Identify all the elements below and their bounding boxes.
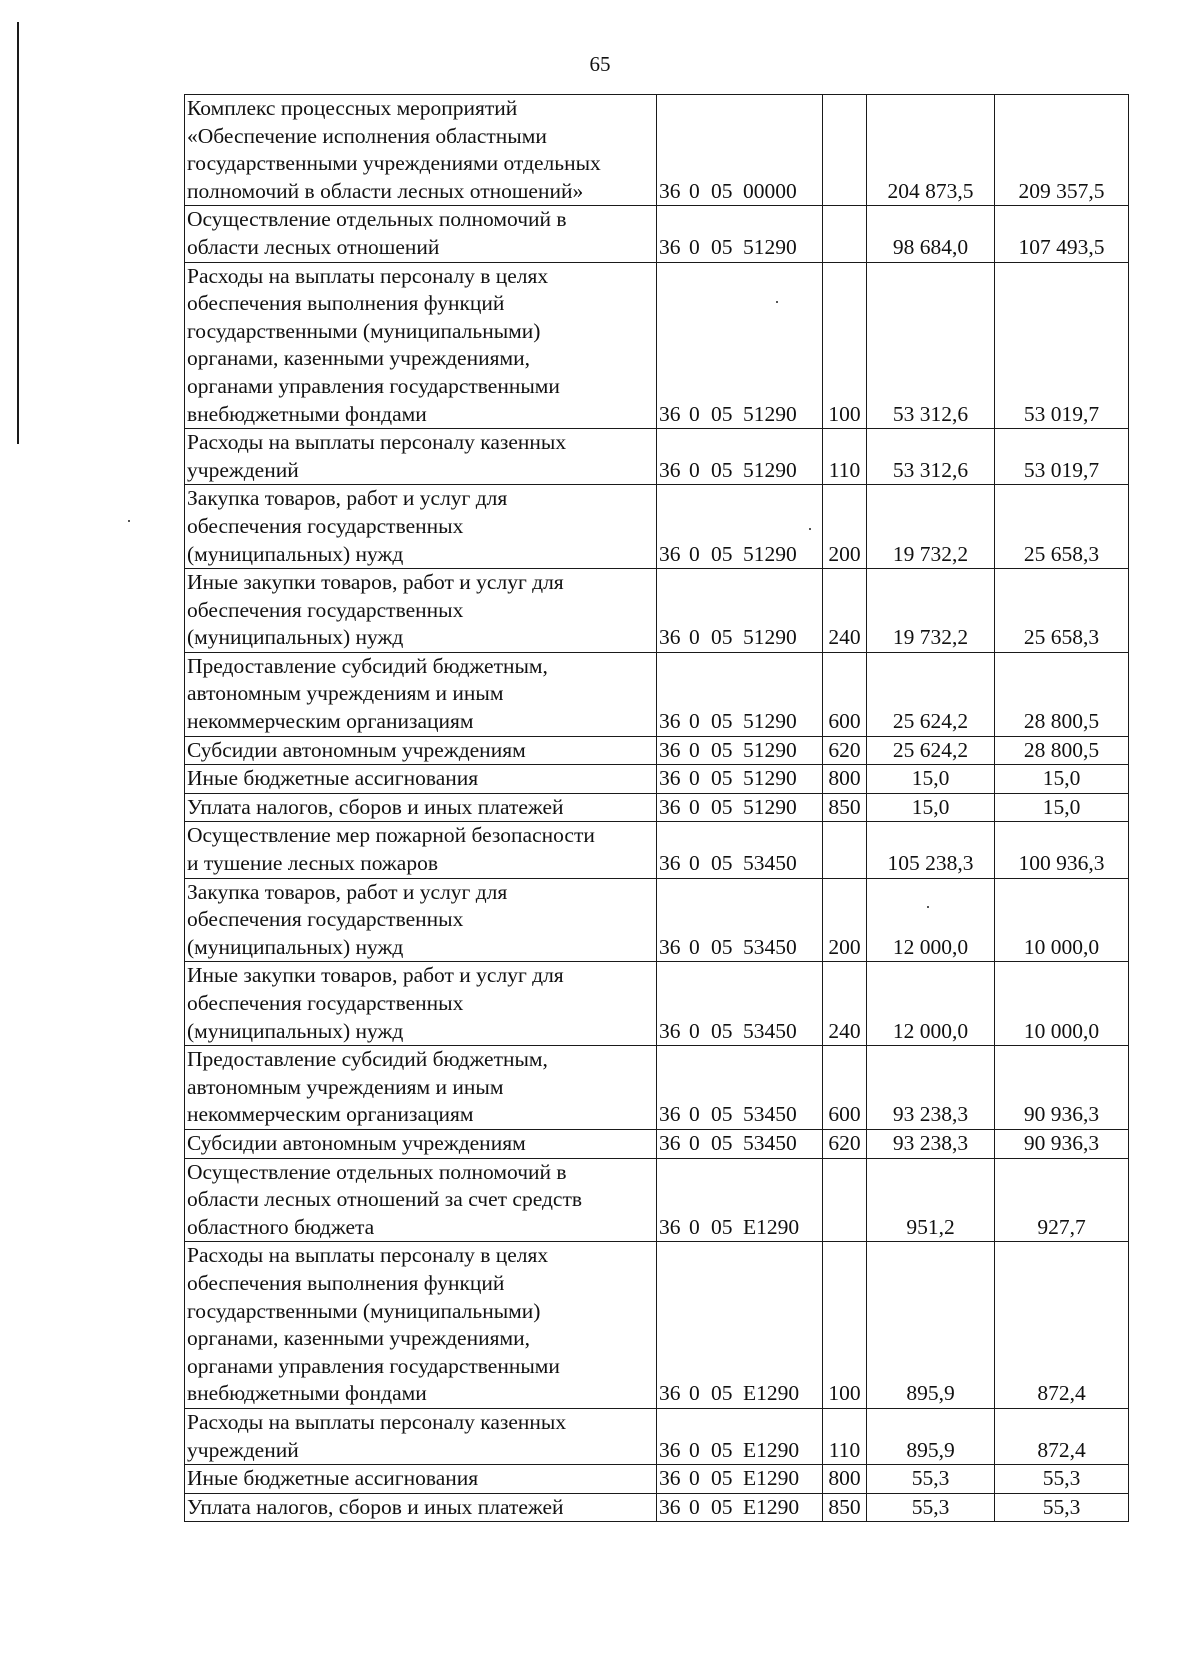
amount-year-2-cell: 872,4	[995, 1242, 1129, 1409]
expense-type-code-cell: 620	[823, 736, 867, 765]
amount-year-2-cell: 10 000,0	[995, 962, 1129, 1046]
expense-type-code-cell: 100	[823, 262, 867, 429]
code-part: 36	[659, 457, 681, 482]
code-part: 0	[689, 1018, 700, 1043]
row-name-line: областного бюджета	[187, 1214, 375, 1239]
amount-year-2-cell: 25 658,3	[995, 569, 1129, 653]
code-part: 0	[689, 1130, 700, 1155]
table-row	[185, 1158, 1129, 1242]
amount-year-2-cell: 100 936,3	[995, 822, 1129, 878]
code-part: 05	[711, 766, 733, 791]
amount-year-2-cell: 15,0	[995, 793, 1129, 822]
row-name-cell	[185, 1158, 657, 1242]
code-part: 0	[689, 541, 700, 566]
table-row	[185, 569, 1129, 653]
amount-year-2-cell: 28 800,5	[995, 736, 1129, 765]
target-article-code-cell	[657, 962, 823, 1046]
code-part: 36	[659, 709, 681, 734]
target-article-code-cell	[657, 429, 823, 485]
code-part: 51290	[743, 625, 797, 650]
budget-table-body	[185, 95, 1129, 1522]
table-row	[185, 1408, 1129, 1464]
expense-type-code-cell	[823, 822, 867, 878]
amount-year-1-cell: 55,3	[867, 1493, 995, 1522]
amount-year-2-cell: 55,3	[995, 1465, 1129, 1494]
row-name-cell	[185, 1465, 657, 1494]
table-row	[185, 1493, 1129, 1522]
amount-year-1-cell: 55,3	[867, 1465, 995, 1494]
code-part: 51290	[743, 401, 797, 426]
code-part: Е1290	[743, 1494, 800, 1519]
code-part: 0	[689, 851, 700, 876]
row-name-cell	[185, 95, 657, 206]
expense-type-code-cell: 110	[823, 429, 867, 485]
row-name-line: внебюджетными фондами	[187, 401, 427, 426]
table-row	[185, 485, 1129, 569]
code-part: 05	[711, 541, 733, 566]
row-name-line: обеспечения государственных	[187, 597, 464, 622]
code-part: 51290	[743, 234, 797, 259]
row-name-line: (муниципальных) нужд	[187, 625, 404, 650]
table-row	[185, 206, 1129, 262]
code-part: 36	[659, 401, 681, 426]
code-part: 05	[711, 1018, 733, 1043]
expense-type-code-cell: 240	[823, 569, 867, 653]
row-name-line: «Обеспечение исполнения областными	[187, 123, 547, 148]
row-name-line: органами управления государственными	[187, 1353, 560, 1378]
amount-year-1-cell: 105 238,3	[867, 822, 995, 878]
row-name-cell	[185, 1129, 657, 1158]
code-part: 05	[711, 1381, 733, 1406]
table-row	[185, 736, 1129, 765]
target-article-code-cell	[657, 765, 823, 794]
code-part: 05	[711, 1214, 733, 1239]
row-name-line: Расходы на выплаты персоналу в целях	[187, 263, 549, 288]
row-name-cell	[185, 1408, 657, 1464]
row-name-line: Закупка товаров, работ и услуг для	[187, 879, 508, 904]
target-article-code-cell	[657, 1493, 823, 1522]
row-name-line: Иные закупки товаров, работ и услуг для	[187, 570, 564, 595]
expense-type-code-cell: 600	[823, 1046, 867, 1130]
target-article-code-cell	[657, 1242, 823, 1409]
code-part: 0	[689, 794, 700, 819]
code-part: Е1290	[743, 1381, 800, 1406]
row-name-line: учреждений	[187, 1437, 299, 1462]
amount-year-1-cell: 25 624,2	[867, 652, 995, 736]
amount-year-1-cell: 19 732,2	[867, 569, 995, 653]
expense-type-code-cell: 600	[823, 652, 867, 736]
row-name-cell	[185, 962, 657, 1046]
table-row	[185, 652, 1129, 736]
row-name-line: Расходы на выплаты персоналу в целях	[187, 1243, 549, 1268]
code-part: 36	[659, 1102, 681, 1127]
row-name-cell	[185, 793, 657, 822]
code-part: 05	[711, 794, 733, 819]
table-row	[185, 878, 1129, 962]
amount-year-1-cell: 895,9	[867, 1242, 995, 1409]
code-part: 36	[659, 1214, 681, 1239]
amount-year-2-cell: 28 800,5	[995, 652, 1129, 736]
row-name-line: полномочий в области лесных отношений»	[187, 178, 584, 203]
row-name-cell	[185, 429, 657, 485]
table-row	[185, 1242, 1129, 1409]
scan-speck	[128, 520, 130, 522]
row-name-line: Иные закупки товаров, работ и услуг для	[187, 963, 564, 988]
row-name-line: (муниципальных) нужд	[187, 541, 404, 566]
row-name-line: Предоставление субсидий бюджетным,	[187, 1047, 548, 1072]
row-name-line: обеспечения государственных	[187, 991, 464, 1015]
margin-binding-line	[17, 22, 19, 444]
expense-type-code-cell: 200	[823, 485, 867, 569]
row-name-line: (муниципальных) нужд	[187, 934, 404, 959]
code-part: 36	[659, 1466, 681, 1491]
amount-year-1-cell: 12 000,0	[867, 962, 995, 1046]
amount-year-1-cell: 951,2	[867, 1158, 995, 1242]
code-part: 51290	[743, 737, 797, 762]
code-part: 0	[689, 625, 700, 650]
expense-type-code-cell: 240	[823, 962, 867, 1046]
code-part: 0	[689, 457, 700, 482]
row-name-line: и тушение лесных пожаров	[187, 851, 438, 876]
code-part: 53450	[743, 1102, 797, 1127]
expense-type-code-cell	[823, 1158, 867, 1242]
row-name-line: государственными (муниципальными)	[187, 1298, 541, 1323]
code-part: 51290	[743, 541, 797, 566]
code-part: 36	[659, 737, 681, 762]
amount-year-2-cell: 53 019,7	[995, 429, 1129, 485]
row-name-cell	[185, 765, 657, 794]
row-name-cell	[185, 1493, 657, 1522]
row-name-line: обеспечения государственных	[187, 513, 464, 538]
code-part: 36	[659, 1381, 681, 1406]
amount-year-2-cell: 927,7	[995, 1158, 1129, 1242]
code-part: 36	[659, 1130, 681, 1155]
code-part: 36	[659, 766, 681, 791]
code-part: 05	[711, 1437, 733, 1462]
target-article-code-cell	[657, 1129, 823, 1158]
amount-year-2-cell: 25 658,3	[995, 485, 1129, 569]
code-part: 36	[659, 1437, 681, 1462]
row-name-cell	[185, 262, 657, 429]
scan-speck	[776, 301, 778, 303]
row-name-line: Комплекс процессных мероприятий	[187, 96, 518, 120]
amount-year-1-cell: 15,0	[867, 793, 995, 822]
code-part: 05	[711, 457, 733, 482]
row-name-cell	[185, 569, 657, 653]
table-row	[185, 1046, 1129, 1130]
row-name-line: внебюджетными фондами	[187, 1381, 427, 1406]
page-number: 65	[589, 52, 611, 76]
row-name-line: Закупка товаров, работ и услуг для	[187, 486, 508, 511]
row-name-line: (муниципальных) нужд	[187, 1018, 404, 1043]
amount-year-1-cell: 15,0	[867, 765, 995, 794]
amount-year-1-cell: 93 238,3	[867, 1129, 995, 1158]
code-part: 36	[659, 541, 681, 566]
code-part: 51290	[743, 794, 797, 819]
code-part: 51290	[743, 709, 797, 734]
table-row	[185, 822, 1129, 878]
row-name-line: обеспечения выполнения функций	[187, 291, 505, 316]
code-part: Е1290	[743, 1214, 800, 1239]
budget-table	[184, 94, 1129, 1522]
row-name-line: некоммерческим организациям	[187, 709, 474, 734]
row-name-line: области лесных отношений	[187, 234, 440, 259]
amount-year-1-cell: 98 684,0	[867, 206, 995, 262]
code-part: 05	[711, 934, 733, 959]
row-name-line: Иные бюджетные ассигнования	[187, 1466, 479, 1491]
code-part: 0	[689, 934, 700, 959]
row-name-line: органами, казенными учреждениями,	[187, 1326, 530, 1351]
code-part: 36	[659, 625, 681, 650]
code-part: 0	[689, 178, 700, 203]
code-part: 05	[711, 178, 733, 203]
row-name-line: государственными (муниципальными)	[187, 318, 541, 343]
code-part: 0	[689, 1381, 700, 1406]
target-article-code-cell	[657, 1408, 823, 1464]
row-name-line: Субсидии автономным учреждениям	[187, 737, 526, 762]
code-part: 05	[711, 851, 733, 876]
target-article-code-cell	[657, 1158, 823, 1242]
code-part: Е1290	[743, 1466, 800, 1491]
target-article-code-cell	[657, 569, 823, 653]
table-row	[185, 765, 1129, 794]
target-article-code-cell	[657, 822, 823, 878]
code-part: 53450	[743, 1018, 797, 1043]
row-name-line: Субсидии автономным учреждениям	[187, 1130, 526, 1155]
row-name-line: учреждений	[187, 457, 299, 482]
row-name-line: Осуществление мер пожарной безопасности	[187, 823, 595, 848]
code-part: 0	[689, 1214, 700, 1239]
expense-type-code-cell	[823, 95, 867, 206]
code-part: 36	[659, 934, 681, 959]
table-row	[185, 1465, 1129, 1494]
code-part: 05	[711, 401, 733, 426]
amount-year-1-cell: 93 238,3	[867, 1046, 995, 1130]
code-part: 05	[711, 1102, 733, 1127]
row-name-line: органами управления государственными	[187, 373, 560, 398]
table-row	[185, 793, 1129, 822]
row-name-cell	[185, 878, 657, 962]
row-name-line: области лесных отношений за счет средств	[187, 1187, 583, 1212]
scan-speck	[927, 906, 929, 908]
code-part: 36	[659, 1494, 681, 1519]
row-name-cell	[185, 485, 657, 569]
code-part: 05	[711, 625, 733, 650]
code-part: 36	[659, 234, 681, 259]
code-part: 36	[659, 851, 681, 876]
amount-year-1-cell: 895,9	[867, 1408, 995, 1464]
amount-year-1-cell: 204 873,5	[867, 95, 995, 206]
code-part: 51290	[743, 457, 797, 482]
target-article-code-cell	[657, 262, 823, 429]
row-name-cell	[185, 736, 657, 765]
amount-year-2-cell: 15,0	[995, 765, 1129, 794]
expense-type-code-cell: 800	[823, 1465, 867, 1494]
code-part: 05	[711, 234, 733, 259]
expense-type-code-cell: 110	[823, 1408, 867, 1464]
amount-year-1-cell: 53 312,6	[867, 429, 995, 485]
row-name-line: Осуществление отдельных полномочий в	[187, 207, 567, 232]
target-article-code-cell	[657, 878, 823, 962]
code-part: 05	[711, 1466, 733, 1491]
row-name-line: Предоставление субсидий бюджетным,	[187, 653, 548, 678]
amount-year-2-cell: 209 357,5	[995, 95, 1129, 206]
amount-year-1-cell: 19 732,2	[867, 485, 995, 569]
amount-year-2-cell: 10 000,0	[995, 878, 1129, 962]
row-name-line: обеспечения государственных	[187, 907, 464, 932]
code-part: 0	[689, 234, 700, 259]
target-article-code-cell	[657, 485, 823, 569]
code-part: 0	[689, 709, 700, 734]
row-name-cell	[185, 1046, 657, 1130]
target-article-code-cell	[657, 736, 823, 765]
code-part: 00000	[743, 178, 797, 203]
code-part: 36	[659, 178, 681, 203]
row-name-line: Расходы на выплаты персоналу казенных	[187, 1409, 567, 1434]
code-part: Е1290	[743, 1437, 800, 1462]
amount-year-2-cell: 90 936,3	[995, 1129, 1129, 1158]
code-part: 53450	[743, 1130, 797, 1155]
code-part: 51290	[743, 766, 797, 791]
code-part: 53450	[743, 851, 797, 876]
expense-type-code-cell: 800	[823, 765, 867, 794]
row-name-line: автономным учреждениям и иным	[187, 1074, 504, 1099]
amount-year-1-cell: 25 624,2	[867, 736, 995, 765]
row-name-line: автономным учреждениям и иным	[187, 681, 504, 706]
expense-type-code-cell: 200	[823, 878, 867, 962]
row-name-cell	[185, 822, 657, 878]
amount-year-2-cell: 55,3	[995, 1493, 1129, 1522]
code-part: 36	[659, 794, 681, 819]
expense-type-code-cell: 850	[823, 793, 867, 822]
row-name-line: Иные бюджетные ассигнования	[187, 766, 479, 791]
row-name-cell	[185, 206, 657, 262]
code-part: 0	[689, 1494, 700, 1519]
expense-type-code-cell: 100	[823, 1242, 867, 1409]
code-part: 05	[711, 1130, 733, 1155]
code-part: 0	[689, 1466, 700, 1491]
row-name-line: Уплата налогов, сборов и иных платежей	[187, 794, 564, 819]
code-part: 0	[689, 1437, 700, 1462]
table-row	[185, 262, 1129, 429]
row-name-line: Уплата налогов, сборов и иных платежей	[187, 1494, 564, 1519]
table-row	[185, 1129, 1129, 1158]
scan-speck	[809, 528, 811, 530]
expense-type-code-cell: 620	[823, 1129, 867, 1158]
target-article-code-cell	[657, 793, 823, 822]
amount-year-2-cell: 872,4	[995, 1408, 1129, 1464]
expense-type-code-cell: 850	[823, 1493, 867, 1522]
target-article-code-cell	[657, 1465, 823, 1494]
table-row	[185, 95, 1129, 206]
row-name-line: Расходы на выплаты персоналу казенных	[187, 430, 567, 455]
code-part: 36	[659, 1018, 681, 1043]
row-name-line: обеспечения выполнения функций	[187, 1270, 505, 1295]
expense-type-code-cell	[823, 206, 867, 262]
code-part: 53450	[743, 934, 797, 959]
code-part: 0	[689, 766, 700, 791]
code-part: 05	[711, 737, 733, 762]
row-name-cell	[185, 652, 657, 736]
amount-year-2-cell: 90 936,3	[995, 1046, 1129, 1130]
target-article-code-cell	[657, 206, 823, 262]
row-name-line: государственными учреждениями отдельных	[187, 151, 601, 176]
row-name-line: Осуществление отдельных полномочий в	[187, 1159, 567, 1184]
amount-year-1-cell: 12 000,0	[867, 878, 995, 962]
code-part: 0	[689, 401, 700, 426]
target-article-code-cell	[657, 95, 823, 206]
target-article-code-cell	[657, 1046, 823, 1130]
row-name-line: некоммерческим организациям	[187, 1102, 474, 1127]
table-row	[185, 429, 1129, 485]
code-part: 0	[689, 737, 700, 762]
table-row	[185, 962, 1129, 1046]
code-part: 0	[689, 1102, 700, 1127]
code-part: 05	[711, 1494, 733, 1519]
amount-year-1-cell: 53 312,6	[867, 262, 995, 429]
amount-year-2-cell: 107 493,5	[995, 206, 1129, 262]
row-name-line: органами, казенными учреждениями,	[187, 346, 530, 371]
amount-year-2-cell: 53 019,7	[995, 262, 1129, 429]
target-article-code-cell	[657, 652, 823, 736]
row-name-cell	[185, 1242, 657, 1409]
code-part: 05	[711, 709, 733, 734]
